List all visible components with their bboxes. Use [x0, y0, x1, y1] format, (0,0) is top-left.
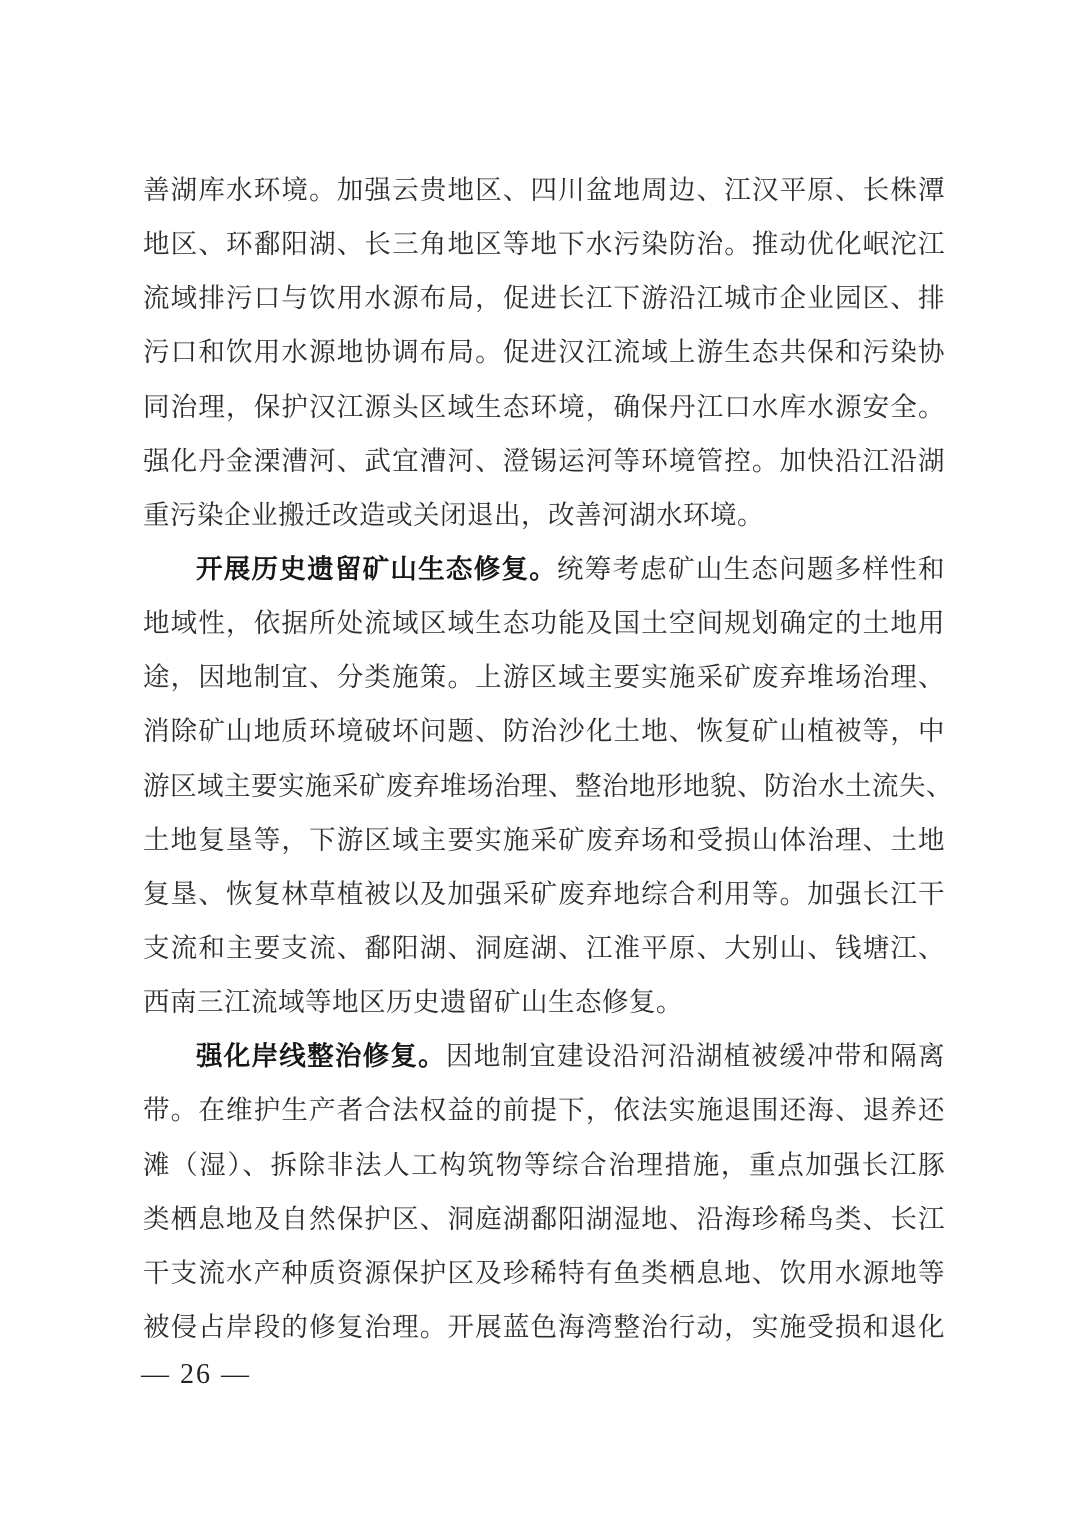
text-line: 流域排污口与饮用水源布局，促进长江下游沿江城市企业园区、排	[143, 283, 945, 314]
page-body-text	[143, 163, 953, 1354]
text-line: 强化丹金溧漕河、武宜漕河、澄锡运河等环境管控。加快沿江沿湖	[143, 445, 945, 476]
text-line: 西南三江流域等地区历史遗留矿山生态修复。	[143, 987, 683, 1018]
text-line: 消除矿山地质环境破坏问题、防治沙化土地、恢复矿山植被等，中	[143, 716, 945, 747]
paragraph-lead-bold: 强化岸线整治修复。	[196, 1041, 446, 1072]
text-line: 游区域主要实施采矿废弃堆场治理、整治地形地貌、防治水土流失、	[143, 770, 953, 801]
text-line: 复垦、恢复林草植被以及加强采矿废弃地综合利用等。加强长江干	[143, 878, 945, 909]
text-line: 土地复垦等，下游区域主要实施采矿废弃场和受损山体治理、土地	[143, 824, 945, 855]
text-line: 善湖库水环境。加强云贵地区、四川盆地周边、江汉平原、长株潭	[143, 175, 945, 205]
text-line: 重污染企业搬迁改造或关闭退出，改善河湖水环境。	[143, 499, 764, 530]
text-line: 干支流水产种质资源保护区及珍稀特有鱼类栖息地、饮用水源地等	[143, 1257, 945, 1288]
text-line: 支流和主要支流、鄱阳湖、洞庭湖、江淮平原、大别山、钱塘江、	[143, 932, 945, 963]
text-line: 开展历史遗留矿山生态修复。统筹考虑矿山生态问题多样性和	[196, 553, 945, 584]
paragraph-lead-bold: 开展历史遗留矿山生态修复。	[196, 553, 557, 584]
page-number: — 26 —	[141, 1359, 251, 1390]
text-line: 被侵占岸段的修复治理。开展蓝色海湾整治行动，实施受损和退化	[143, 1311, 945, 1342]
text-line: 地区、环鄱阳湖、长三角地区等地下水污染防治。推动优化岷沱江	[143, 229, 945, 260]
text-line: 同治理，保护汉江源头区域生态环境，确保丹江口水库水源安全。	[143, 391, 945, 422]
text-line: 途，因地制宜、分类施策。上游区域主要实施采矿废弃堆场治理、	[143, 662, 945, 693]
text-line: 类栖息地及自然保护区、洞庭湖鄱阳湖湿地、沿海珍稀鸟类、长江	[143, 1203, 945, 1234]
text-line: 污口和饮用水源地协调布局。促进汉江流域上游生态共保和污染协	[143, 337, 945, 368]
text-line: 带。在维护生产者合法权益的前提下，依法实施退围还海、退养还	[143, 1095, 945, 1126]
text-line: 强化岸线整治修复。因地制宜建设沿河沿湖植被缓冲带和隔离	[196, 1041, 946, 1072]
text-line: 地域性，依据所处流域区域生态功能及国土空间规划确定的土地用	[143, 608, 945, 639]
text-line: 滩（湿）、拆除非法人工构筑物等综合治理措施，重点加强长江豚	[143, 1149, 945, 1180]
